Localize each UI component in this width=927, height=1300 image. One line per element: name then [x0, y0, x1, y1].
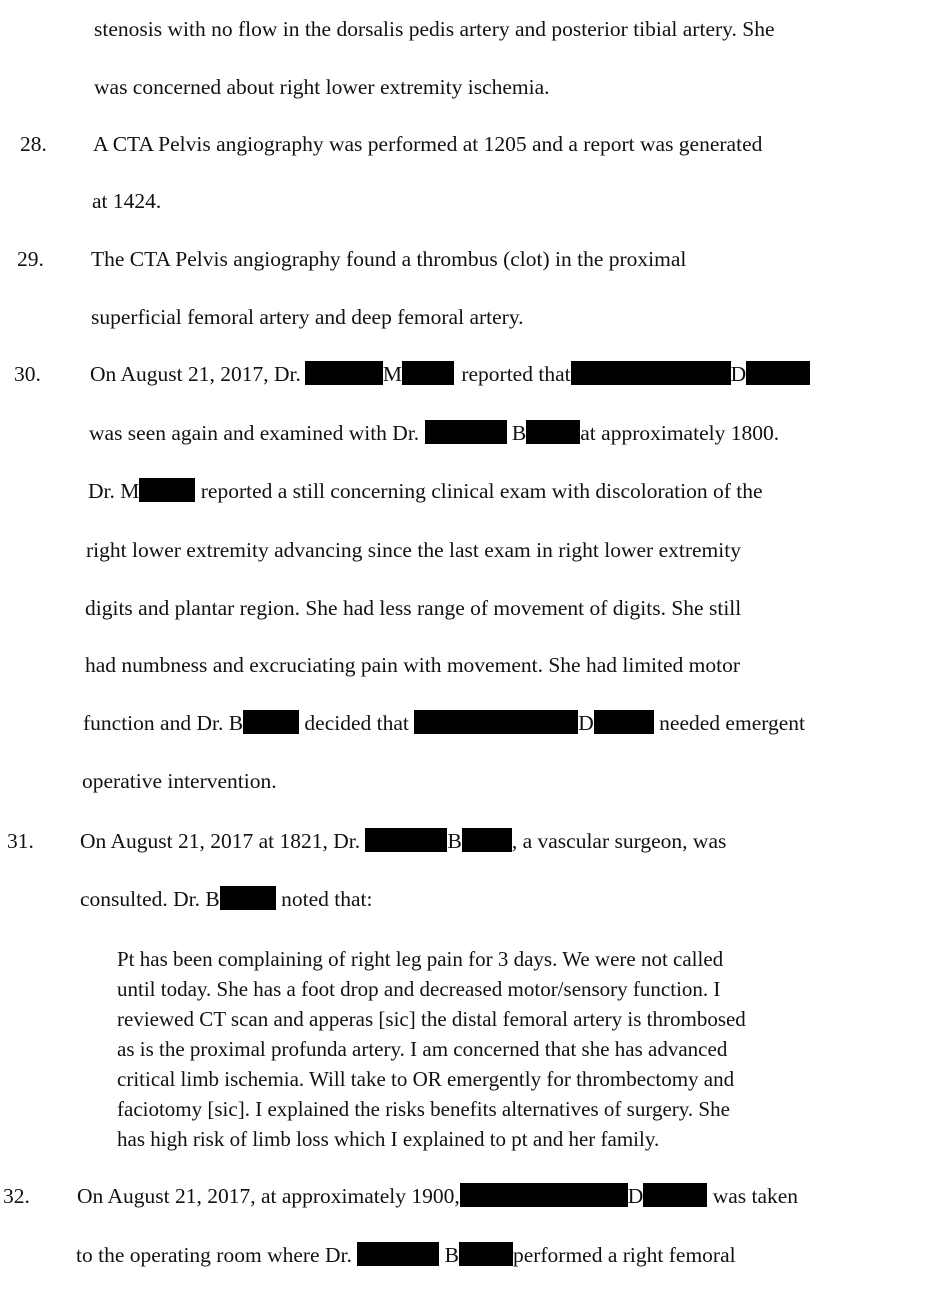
paragraph-number-32: 32.	[3, 1184, 30, 1208]
p27-line-2: was concerned about right lower extremity ischemia.	[94, 75, 550, 99]
p30-line-5: digits and plantar region. She had less range of movement of digits. She still	[85, 596, 742, 620]
redaction-bar	[243, 710, 299, 734]
p30-l3-text-b: reported a still concerning clinical exam with discoloration of the	[200, 479, 763, 503]
redaction-bar	[305, 361, 383, 385]
p30-l2-text-b: B	[511, 421, 527, 445]
p30-l7-text-a: function and Dr. B	[83, 711, 244, 735]
p31-l2-text-a: consulted. Dr. B	[80, 887, 220, 911]
paragraph-number-31: 31.	[7, 829, 34, 853]
redaction-bar	[220, 886, 276, 910]
p30-l3-text-a: Dr. M	[88, 479, 140, 503]
block-quote	[117, 944, 907, 1154]
p32-line-2	[76, 1242, 736, 1268]
p30-line-3	[88, 478, 763, 504]
p27-line-1: stenosis with no flow in the dorsalis pedis artery and posterior tibial artery. She	[94, 17, 775, 41]
p30-line-1	[90, 361, 810, 387]
p30-l7-text-d: needed emergent	[659, 711, 806, 735]
redaction-bar	[459, 1242, 513, 1266]
p29-line-1: The CTA Pelvis angiography found a thrombus (clot) in the proximal	[91, 247, 687, 271]
p28-line-2: at 1424.	[92, 189, 162, 213]
p32-l2-text-c: performed a right femoral	[512, 1243, 736, 1267]
redaction-bar	[594, 710, 654, 734]
p30-line-6: had numbness and excruciating pain with movement. She had limited motor	[85, 653, 741, 677]
p30-l7-text-c: D	[578, 711, 594, 735]
redaction-bar	[462, 828, 512, 852]
paragraph-number-29: 29.	[17, 247, 44, 271]
quote-line: critical limb ischemia. Will take to OR emergently for thrombectomy and	[117, 1067, 735, 1091]
p30-l1-text-c: reported that	[461, 362, 571, 386]
p30-l2-text-c: at approximately 1800.	[580, 421, 780, 445]
redaction-bar	[643, 1183, 707, 1207]
p32-l2-text-a: to the operating room where Dr.	[76, 1243, 352, 1267]
redaction-bar	[425, 420, 507, 444]
quote-line: as is the proximal profunda artery. I am concerned that she has advanced	[117, 1037, 728, 1061]
redaction-bar	[357, 1242, 439, 1266]
p32-l1-text-c: was taken	[712, 1184, 799, 1208]
p30-line-7	[83, 710, 805, 736]
p30-line-8: operative intervention.	[82, 769, 277, 793]
p30-l1-text-a: On August 21, 2017, Dr.	[90, 362, 301, 386]
quote-line: until today. She has a foot drop and decreased motor/sensory function. I	[117, 977, 721, 1001]
redaction-bar	[746, 361, 810, 385]
p30-l7-text-b: decided that	[304, 711, 409, 735]
p32-l1-text-b: D	[627, 1184, 644, 1208]
quote-line: has high risk of limb loss which I explained to pt and her family.	[117, 1127, 660, 1151]
redaction-bar	[414, 710, 578, 734]
p31-line-1	[80, 828, 726, 854]
redaction-bar	[139, 478, 195, 502]
p30-l1-text-d: D	[730, 362, 747, 386]
quote-line: reviewed CT scan and apperas [sic] the distal femoral artery is thrombosed	[117, 1007, 746, 1031]
p31-line-2	[80, 886, 372, 912]
paragraph-number-28: 28.	[20, 132, 47, 156]
redaction-bar	[460, 1183, 628, 1207]
p31-l1-text-b: B	[447, 829, 462, 853]
redaction-bar	[402, 361, 454, 385]
p31-l1-text-a: On August 21, 2017 at 1821, Dr.	[80, 829, 361, 853]
redaction-bar	[526, 420, 580, 444]
quote-line: faciotomy [sic]. I explained the risks benefits alternatives of surgery. She	[117, 1097, 730, 1121]
p28-line-1: A CTA Pelvis angiography was performed at 1205 and a report was generated	[93, 132, 763, 156]
p32-line-1	[77, 1183, 798, 1209]
redaction-bar	[571, 361, 731, 385]
quote-line: Pt has been complaining of right leg pain for 3 days. We were not called	[117, 947, 724, 971]
p29-line-2: superficial femoral artery and deep femoral artery.	[91, 305, 524, 329]
p32-l1-text-a: On August 21, 2017, at approximately 1900,	[77, 1184, 460, 1208]
p30-line-4: right lower extremity advancing since the last exam in right lower extremity	[86, 538, 741, 562]
p31-l2-text-b: noted that:	[281, 887, 373, 911]
p32-l2-text-b: B	[444, 1243, 459, 1267]
p30-l1-text-b: M	[382, 362, 402, 386]
redaction-bar	[365, 828, 447, 852]
p31-l1-text-c: , a vascular surgeon, was	[511, 829, 727, 853]
p30-line-2	[89, 420, 779, 446]
paragraph-number-30: 30.	[14, 362, 41, 386]
p30-l2-text-a: was seen again and examined with Dr.	[89, 421, 420, 445]
